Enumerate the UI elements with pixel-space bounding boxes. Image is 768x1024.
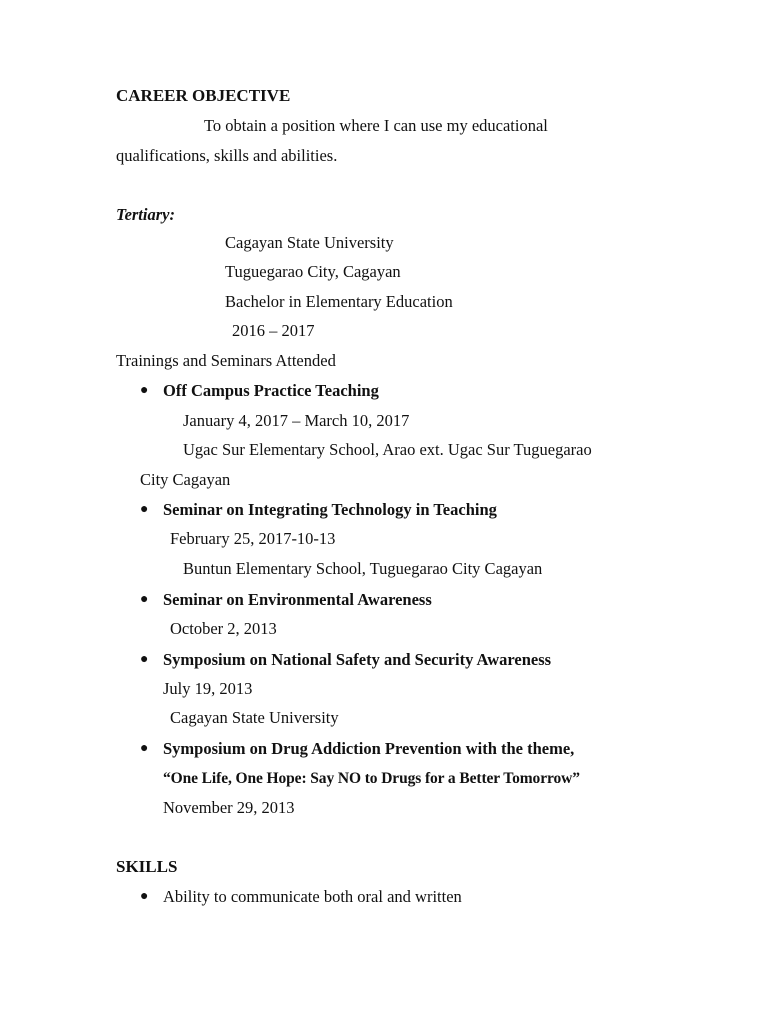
bullet-icon: ● [140,652,149,667]
career-objective-line-1: To obtain a position where I can use my educational [204,116,548,135]
skills-heading: SKILLS [116,857,178,876]
training-place-line-2: City Cagayan [140,470,231,489]
training-place: Cagayan State University [170,708,339,727]
years-attended: 2016 – 2017 [232,321,315,340]
career-objective-line-2: qualifications, skills and abilities. [116,146,338,165]
training-date: February 25, 2017-10-13 [170,529,336,548]
school-name: Cagayan State University [225,233,394,252]
training-title: Symposium on Drug Addiction Prevention with the theme, [163,739,575,758]
bullet-icon: ● [140,502,149,517]
trainings-heading: Trainings and Seminars Attended [116,351,336,370]
training-place-line-1: Ugac Sur Elementary School, Arao ext. Ugac Sur Tuguegarao [183,440,592,459]
training-theme: “One Life, One Hope: Say NO to Drugs for a Better Tomorrow” [163,770,580,787]
career-objective-heading: CAREER OBJECTIVE [116,86,291,105]
training-title: Seminar on Integrating Technology in Teaching [163,500,497,519]
bullet-icon: ● [140,889,149,904]
bullet-icon: ● [140,592,149,607]
degree: Bachelor in Elementary Education [225,292,453,311]
training-title: Off Campus Practice Teaching [163,381,379,400]
tertiary-label: Tertiary: [116,205,175,224]
school-location: Tuguegarao City, Cagayan [225,262,401,281]
bullet-icon: ● [140,741,149,756]
training-place: Buntun Elementary School, Tuguegarao City Cagayan [183,559,543,578]
training-date: January 4, 2017 – March 10, 2017 [183,411,410,430]
training-date: November 29, 2013 [163,798,295,817]
training-title: Seminar on Environmental Awareness [163,590,432,609]
skill-item: Ability to communicate both oral and written [163,887,462,906]
training-date: July 19, 2013 [163,679,253,698]
training-title: Symposium on National Safety and Security Awareness [163,650,552,669]
training-date: October 2, 2013 [170,619,277,638]
bullet-icon: ● [140,383,149,398]
